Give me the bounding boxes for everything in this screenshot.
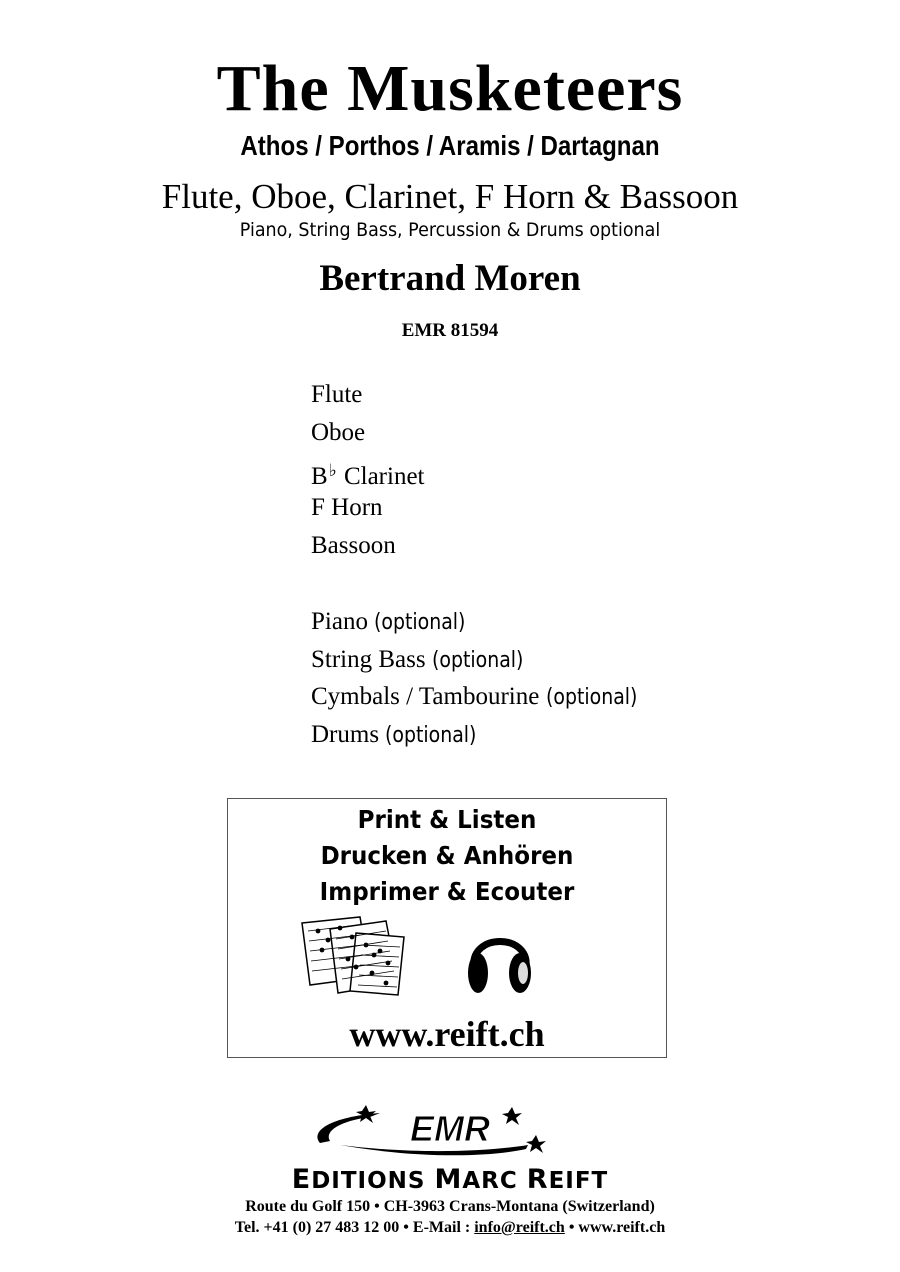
sheet-music-icon [300, 915, 412, 997]
part-piano [311, 603, 652, 641]
website-footer[interactable]: • www.reift.ch [564, 1219, 666, 1236]
piece-title: The Musketeers [216, 52, 684, 125]
logo-text: EMR [410, 1108, 490, 1149]
part-bassoon: Bassoon [311, 532, 396, 560]
publisher-name [0, 1166, 900, 1195]
piano-label: Piano [311, 607, 368, 635]
publisher-word-reift: EIFT [548, 1168, 609, 1194]
clarinet-label: Clarinet [343, 462, 425, 490]
publisher-word-marc: ARC [462, 1168, 527, 1194]
part-flute: Flute [311, 381, 363, 408]
part-clarinet [311, 452, 652, 490]
optional-instrumentation: Piano, String Bass, Percussion & Drums optional [239, 219, 661, 241]
publisher-initial-e: E [291, 1164, 312, 1195]
cymbals-label: Cymbals / Tambourine [311, 683, 540, 711]
telephone: Tel. +41 (0) 27 483 12 00 • E-Mail : [234, 1219, 475, 1236]
instrumentation: Flute, Oboe, Clarinet, F Horn & Bassoon [161, 177, 739, 216]
parts-list [311, 376, 652, 754]
website-url[interactable]: www.reift.ch [349, 1014, 545, 1054]
publisher-initial-m: M [434, 1164, 463, 1195]
optional-tag: (optional) [374, 609, 466, 635]
publisher-contact [0, 1217, 900, 1239]
catalog-number: EMR 81594 [401, 320, 499, 341]
optional-tag: (optional) [385, 723, 477, 749]
drums-label: Drums [311, 721, 380, 749]
part-oboe: Oboe [311, 418, 366, 446]
part-horn: F Horn [311, 494, 383, 522]
email-link[interactable]: info@reift.ch [474, 1219, 565, 1236]
headphones-icon [466, 919, 534, 997]
print-listen-box [227, 798, 667, 1058]
publisher-address: Route du Golf 150 • CH-3963 Crans-Montana (Switzerland) [245, 1198, 655, 1215]
clarinet-key: B [311, 462, 328, 490]
promo-line-2: Drucken & Anhören [320, 841, 574, 870]
publisher-word-editions: DITIONS [311, 1168, 435, 1194]
composer-name: Bertrand Moren [319, 258, 581, 299]
emr-logo [300, 1105, 600, 1167]
flat-symbol: ♭ [328, 460, 337, 480]
promo-line-3: Imprimer & Ecouter [319, 877, 575, 906]
piece-subtitle: Athos / Porthos / Aramis / Dartagnan [240, 130, 660, 161]
parts-spacer [311, 565, 652, 603]
optional-tag: (optional) [545, 685, 638, 711]
promo-line-1: Print & Listen [357, 805, 537, 834]
part-drums [311, 716, 652, 754]
publisher-initial-r: R [526, 1164, 549, 1195]
part-cymbals [311, 678, 652, 716]
optional-tag: (optional) [431, 647, 524, 673]
part-string-bass [311, 641, 652, 679]
string-bass-label: String Bass [311, 645, 426, 673]
